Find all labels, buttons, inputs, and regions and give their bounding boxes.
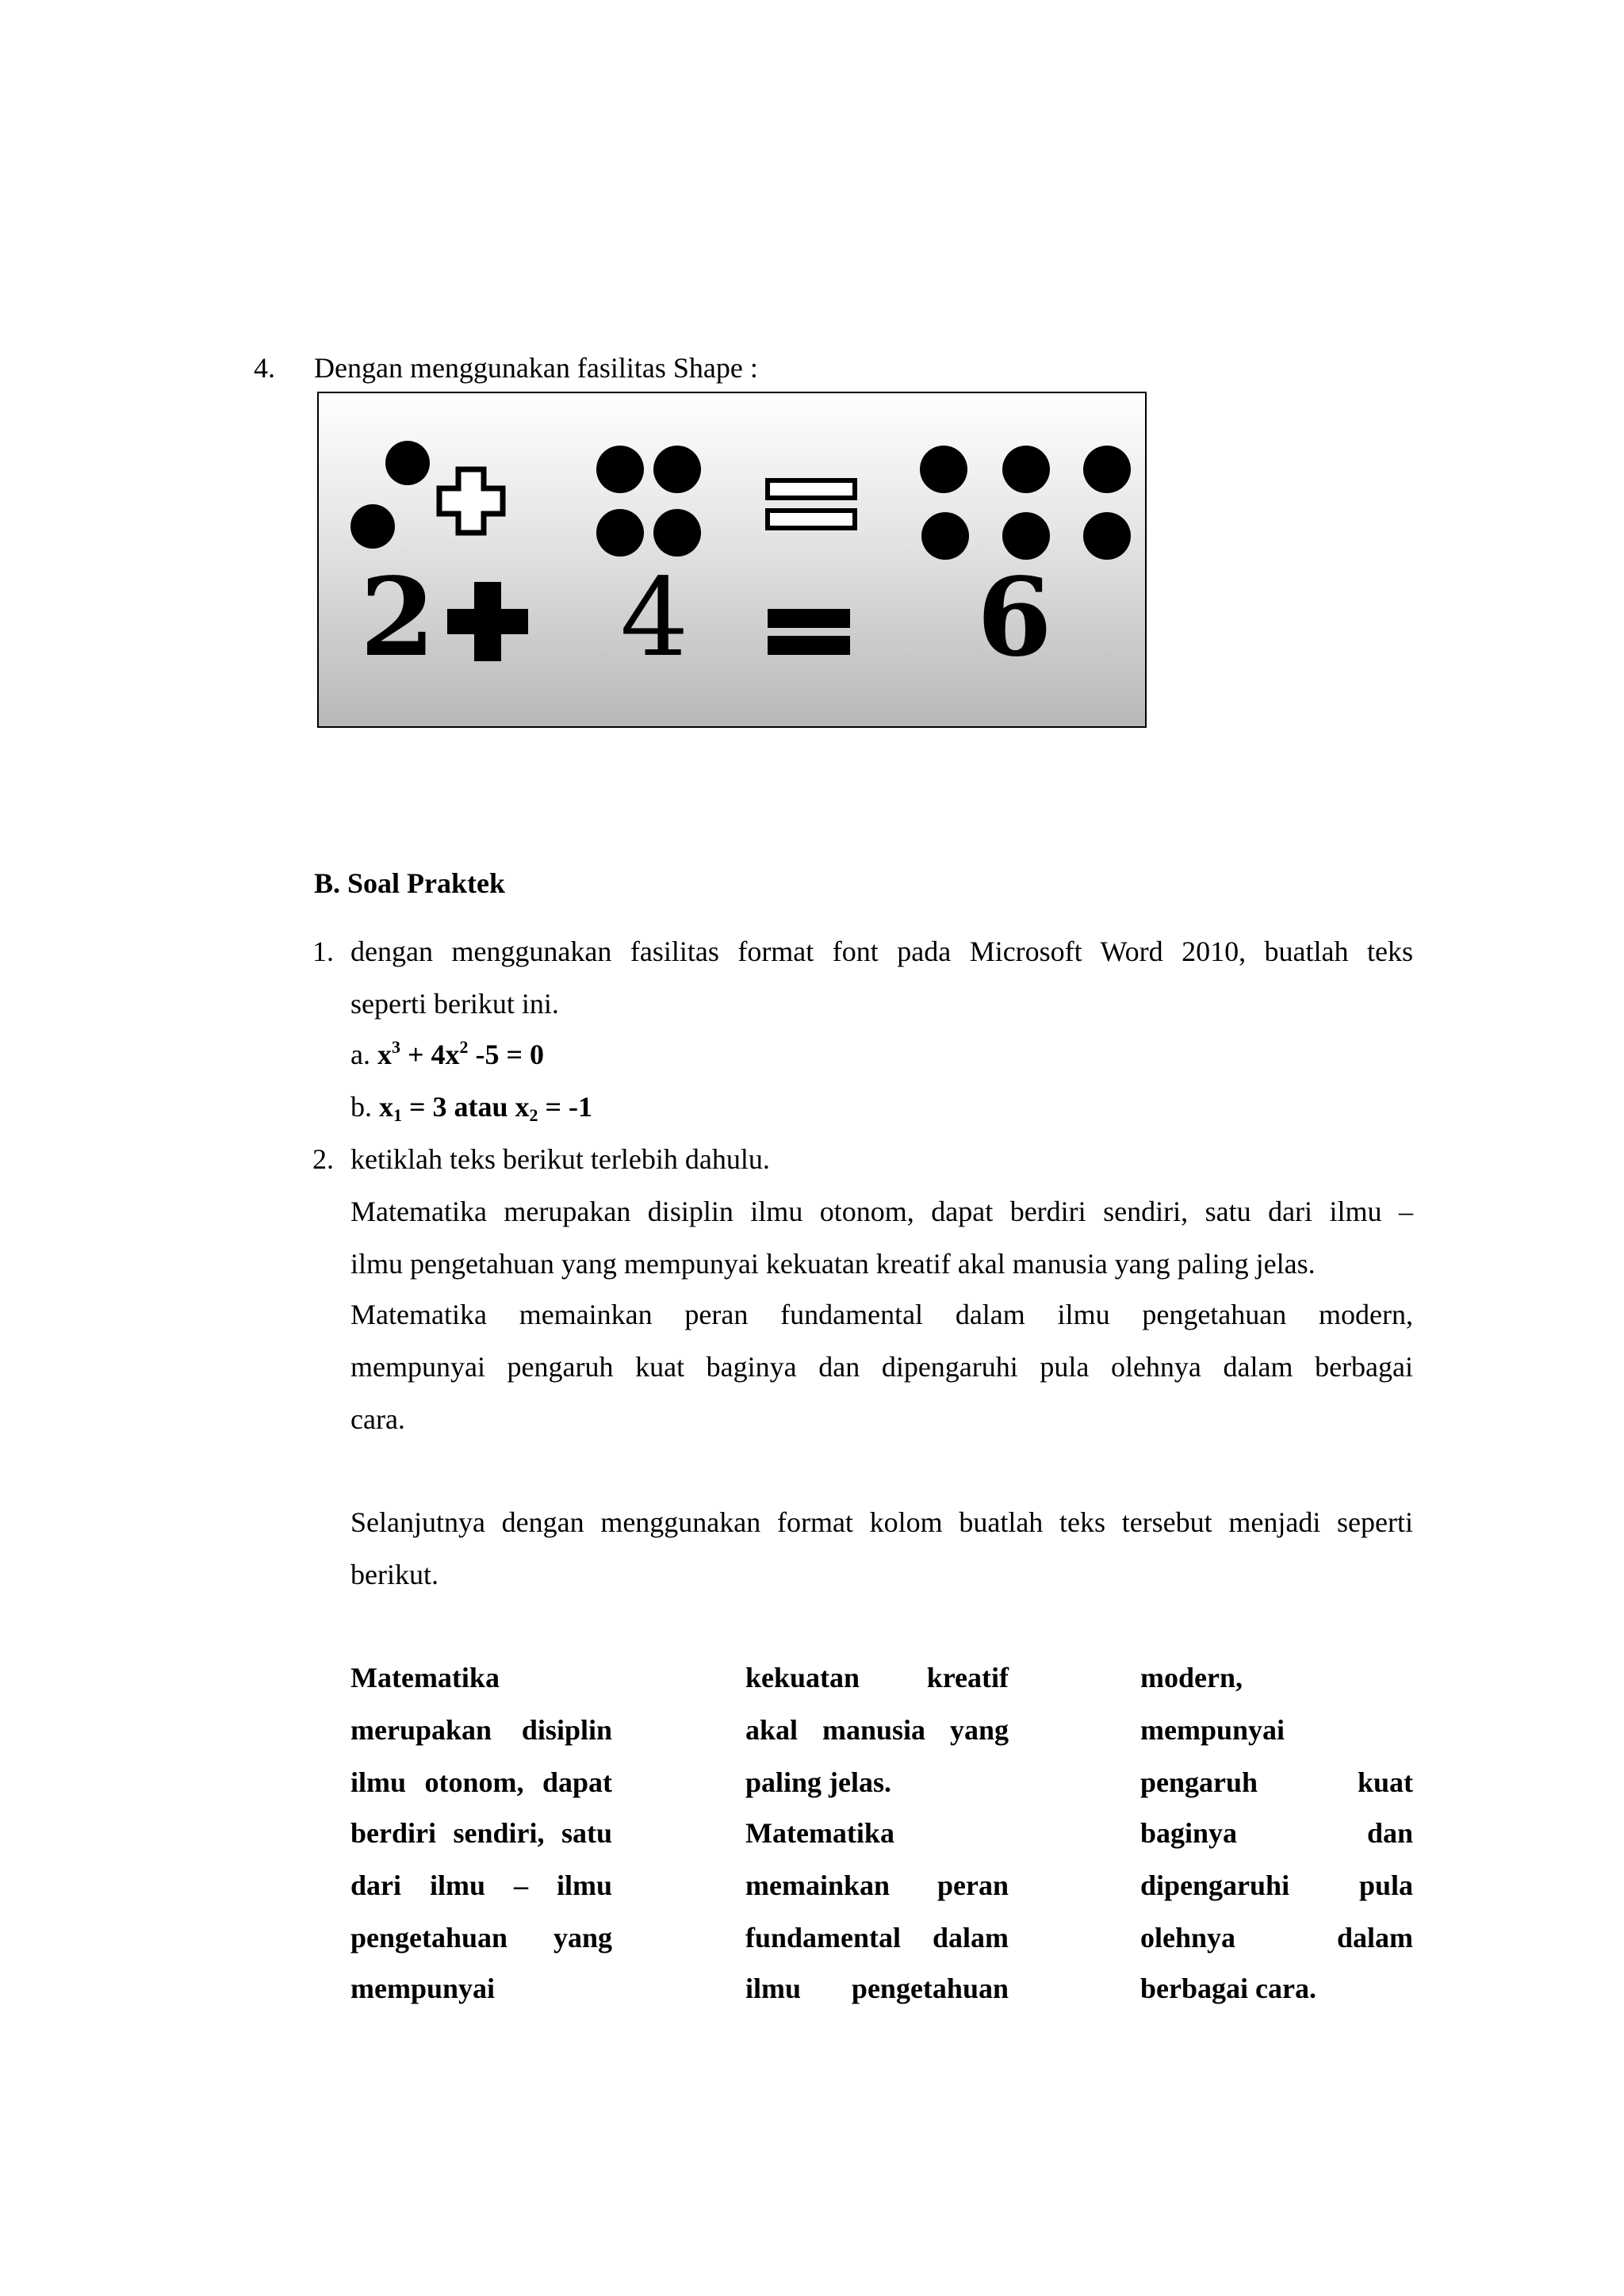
q2-instr-line-1: Selanjutnya dengan menggunakan format kolom buatlah teks tersebut menjadi seperti (350, 1506, 1413, 1538)
dot (596, 509, 644, 557)
q1-line-1: dengan menggunakan fasilitas format font pada Microsoft Word 2010, buatlah teks (350, 936, 1413, 967)
dot (1083, 446, 1131, 493)
outline-plus-icon (439, 469, 503, 533)
item-4-number: 4. (254, 352, 275, 384)
column-3-line: dipengaruhi pula (1140, 1869, 1413, 1901)
q2-para-line-1: Matematika merupakan disiplin ilmu otonom, dapat berdiri sendiri, satu dari ilmu – (350, 1196, 1413, 1227)
q1-line-2: seperti berikut ini. (350, 988, 559, 1020)
dot (1002, 512, 1050, 560)
q1-a-label: a. (350, 1039, 370, 1070)
dot (1083, 512, 1131, 560)
column-2-line: kekuatan kreatif (745, 1662, 1009, 1693)
outline-equals-bar (768, 480, 855, 498)
shape-figure-drawing (319, 393, 1148, 729)
column-3-line: berbagai cara. (1140, 1973, 1316, 2004)
section-b-heading: B. Soal Praktek (314, 867, 506, 899)
column-2-line: paling jelas. (745, 1766, 892, 1798)
column-3-line: pengaruh kuat (1140, 1766, 1413, 1798)
solid-equals-bar (768, 636, 850, 655)
q1-number: 1. (312, 936, 334, 967)
column-3-line: olehnya dalam (1140, 1922, 1413, 1954)
column-3-line: baginya dan (1140, 1817, 1413, 1849)
dot (1002, 446, 1050, 493)
q1-b-label: b. (350, 1091, 372, 1123)
dot (350, 504, 395, 549)
q2-number: 2. (312, 1143, 334, 1175)
column-2-line: memainkan peran (745, 1869, 1009, 1901)
column-2-line: Matematika (745, 1817, 894, 1849)
dot (385, 441, 430, 485)
column-1-line: merupakan disiplin (350, 1714, 612, 1746)
column-3-line: modern, (1140, 1662, 1243, 1693)
shape-figure (317, 392, 1147, 728)
dot (653, 446, 701, 493)
column-1-line: dari ilmu – ilmu (350, 1869, 612, 1901)
dot (921, 512, 969, 560)
q2-para-line-4: mempunyai pengaruh kuat baginya dan dipengaruhi pula olehnya dalam berbagai (350, 1351, 1413, 1383)
digit-2: 2 (360, 554, 435, 681)
outline-equals-bar (768, 511, 855, 528)
dot (653, 509, 701, 557)
solid-equals-bar (768, 609, 850, 628)
q1-a-equation: $x^3 + 4x^2$ -5 = 0 (377, 1037, 545, 1070)
q2-para-line-2: ilmu pengetahuan yang mempunyai kekuatan kreatif akal manusia yang paling jelas. (350, 1248, 1316, 1280)
column-1-line: berdiri sendiri, satu (350, 1817, 612, 1849)
column-1-line: mempunyai (350, 1973, 496, 2004)
column-3-line: mempunyai (1140, 1714, 1285, 1746)
column-2 (745, 1663, 1009, 2036)
q1-b-equation: $x_1 = 3$ atau $x_2 = -1$ (379, 1091, 593, 1125)
q1-item-b (350, 1091, 593, 1125)
q1-item-a (350, 1037, 545, 1070)
q2-para-line-3: Matematika memainkan peran fundamental dalam ilmu pengetahuan modern, (350, 1299, 1413, 1330)
column-1-line: pengetahuan yang (350, 1922, 612, 1954)
column-2-line: fundamental dalam (745, 1922, 1009, 1954)
q2-intro: ketiklah teks berikut terlebih dahulu. (350, 1143, 770, 1175)
column-1-line: Matematika (350, 1662, 500, 1693)
digit-4: 4 (620, 556, 689, 681)
digit-6: 6 (977, 554, 1052, 681)
column-1-line: ilmu otonom, dapat (350, 1766, 612, 1798)
column-1 (350, 1663, 612, 2036)
q2-para-line-5: cara. (350, 1403, 405, 1435)
solid-plus-icon (447, 582, 528, 661)
column-2-line: akal manusia yang (745, 1714, 1009, 1746)
dot (596, 446, 644, 493)
item-4-text: Dengan menggunakan fasilitas Shape : (314, 352, 758, 384)
q2-instr-line-2: berikut. (350, 1559, 439, 1590)
column-2-line: ilmu pengetahuan (745, 1973, 1009, 2004)
column-3 (1140, 1663, 1413, 2036)
dot (920, 446, 967, 493)
